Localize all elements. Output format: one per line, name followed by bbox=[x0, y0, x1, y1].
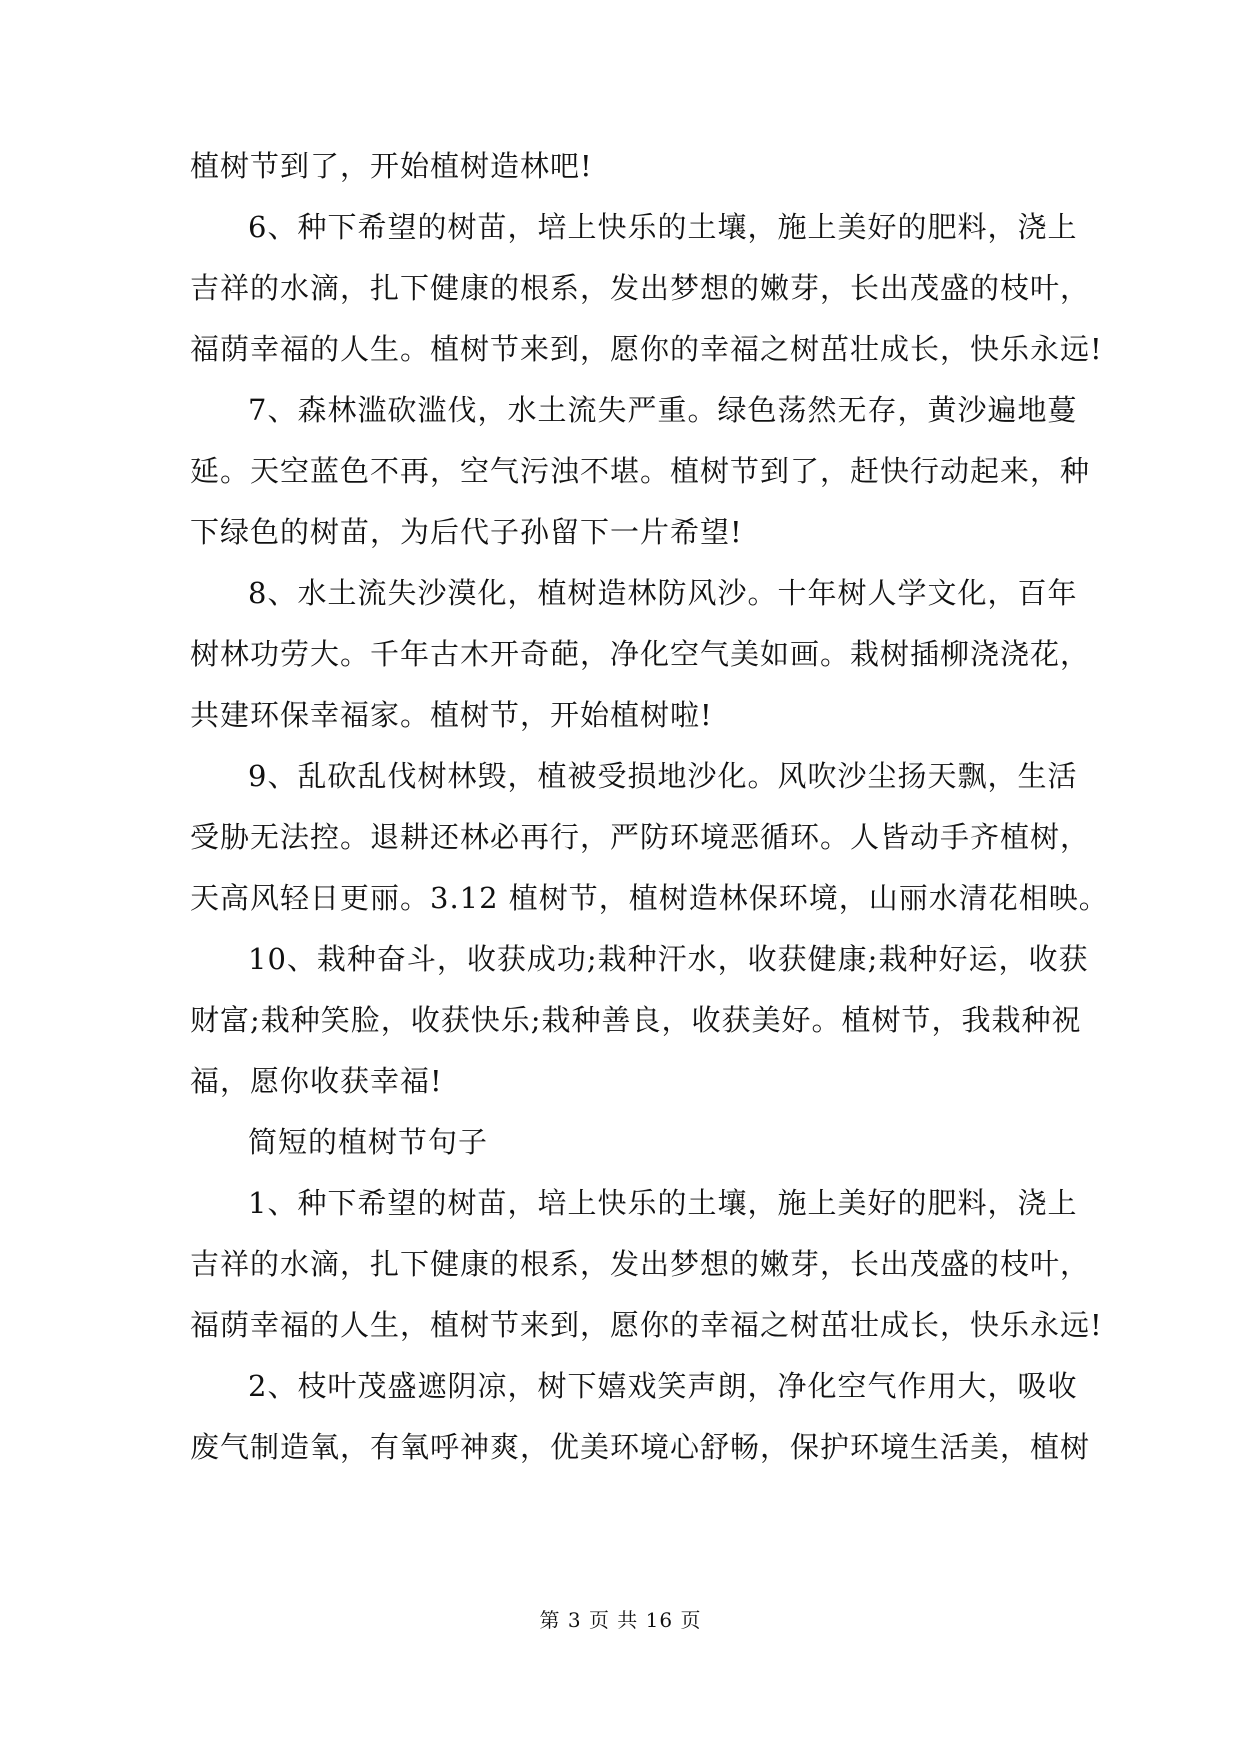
text-line: 9、乱砍乱伐树林毁，植被受损地沙化。风吹沙尘扬天飘，生活 bbox=[248, 759, 1078, 793]
page-number-footer: 第 3 页 共 16 页 bbox=[539, 1608, 702, 1632]
text-line: 7、森林滥砍滥伐，水土流失严重。绿色荡然无存，黄沙遍地蔓 bbox=[248, 393, 1078, 427]
text-line: 共建环保幸福家。植树节，开始植树啦! bbox=[190, 698, 713, 732]
text-line: 1、种下希望的树苗，培上快乐的土壤，施上美好的肥料，浇上 bbox=[248, 1186, 1078, 1220]
section-heading: 简短的植树节句子 bbox=[248, 1125, 489, 1159]
text-line: 财富;栽种笑脸，收获快乐;栽种善良，收获美好。植树节，我栽种祝 bbox=[190, 1003, 1082, 1037]
text-line: 6、种下希望的树苗，培上快乐的土壤，施上美好的肥料，浇上 bbox=[248, 210, 1078, 244]
text-line: 福荫幸福的人生，植树节来到，愿你的幸福之树茁壮成长，快乐永远! bbox=[190, 1308, 1103, 1342]
text-line: 受胁无法控。退耕还林必再行，严防环境恶循环。人皆动手齐植树， bbox=[190, 820, 1091, 854]
text-line: 吉祥的水滴，扎下健康的根系，发出梦想的嫩芽，长出茂盛的枝叶， bbox=[190, 271, 1091, 305]
text-line: 树林功劳大。千年古木开奇葩，净化空气美如画。栽树插柳浇浇花， bbox=[190, 637, 1091, 671]
text-line: 延。天空蓝色不再，空气污浊不堪。植树节到了，赶快行动起来，种 bbox=[190, 454, 1091, 488]
text-line: 福荫幸福的人生。植树节来到，愿你的幸福之树茁壮成长，快乐永远! bbox=[190, 332, 1103, 366]
text-line: 2、枝叶茂盛遮阴凉，树下嬉戏笑声朗，净化空气作用大，吸收 bbox=[248, 1369, 1078, 1403]
text-line: 废气制造氧，有氧呼神爽，优美环境心舒畅，保护环境生活美，植树 bbox=[190, 1430, 1091, 1464]
text-line: 下绿色的树苗，为后代子孙留下一片希望! bbox=[190, 515, 743, 549]
text-line: 福，愿你收获幸福! bbox=[190, 1064, 443, 1098]
text-line: 8、水土流失沙漠化，植树造林防风沙。十年树人学文化，百年 bbox=[248, 576, 1078, 610]
text-line: 植树节到了，开始植树造林吧! bbox=[190, 149, 593, 183]
text-line: 10、栽种奋斗，收获成功;栽种汗水，收获健康;栽种好运，收获 bbox=[248, 942, 1089, 976]
text-line: 吉祥的水滴，扎下健康的根系，发出梦想的嫩芽，长出茂盛的枝叶， bbox=[190, 1247, 1091, 1281]
text-line: 天高风轻日更丽。3.12 植树节，植树造林保环境，山丽水清花相映。 bbox=[190, 881, 1109, 915]
